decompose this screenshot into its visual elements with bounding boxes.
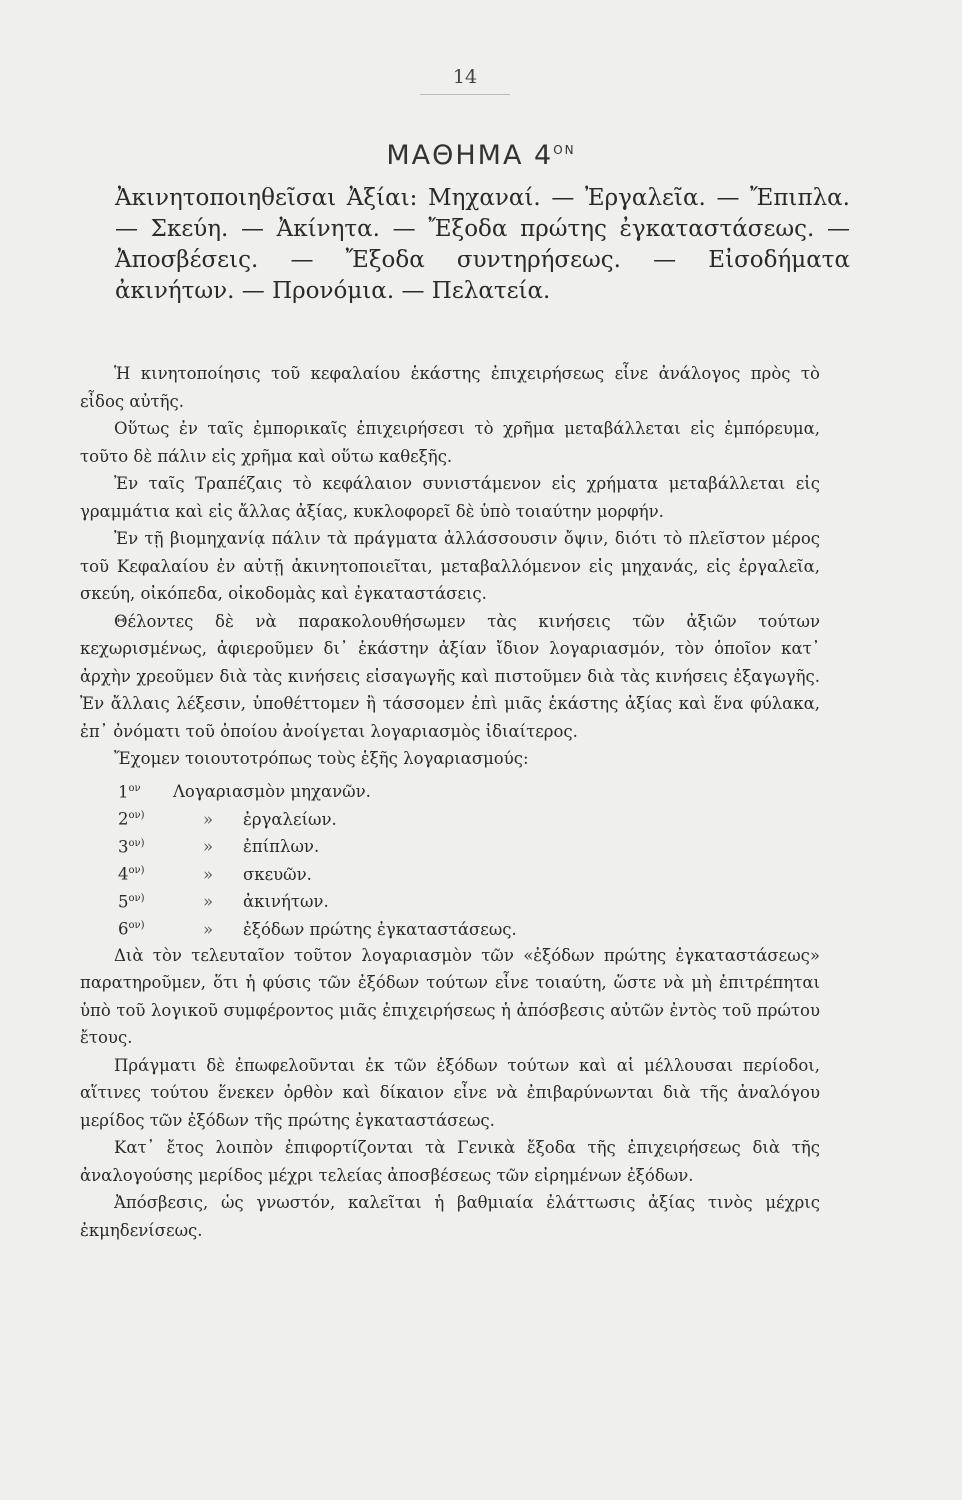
paragraph: Θέλοντες δὲ νὰ παρακολουθήσωμεν τὰς κινήσεις τῶν ἀξιῶν τούτων κεχωρισμένως, ἀφιεροῦμεν δι᾽ ἑκάστην ἀξίαν ἴδιον λογαριασμόν, τὸν ὁποῖον κατ᾽ ἀρχὴν χρεοῦμεν διὰ τὰς κινήσεις εἰσαγωγῆς καὶ πιστοῦμεν διὰ τὰς κινήσεις ἐξαγωγῆς. Ἐν ἄλλαις λέξεσιν, ὑποθέττομεν ἢ τάσσομεν ἐπὶ μιᾶς ἑκάστης ἀξίας καὶ ἕνα φύλακα, ἐπ᾽ ὀνόματι τοῦ ὁποίου ἀνοίγεται λογαριασμὸς ἰδιαίτερος. (80, 611, 820, 741)
list-item (118, 830, 820, 858)
paragraph: Ἔχομεν τοιουτοτρόπως τοὺς ἑξῆς λογαριασμούς: (114, 749, 529, 768)
page-number: 14 (420, 66, 510, 95)
paragraph: Οὕτως ἐν ταῖς ἐμπορικαῖς ἐπιχειρήσεσι τὸ χρῆμα μεταβάλλεται εἰς ἐμπόρευμα, τοῦτο δὲ πάλιν εἰς χρῆμα καὶ οὕτω καθεξῆς. (80, 419, 820, 466)
paragraph: Πράγματι δὲ ἐπωφελοῦνται ἐκ τῶν ἐξόδων τούτων καὶ αἱ μέλλουσαι περίοδοι, αἵτινες τούτου ἕνεκεν ὀρθὸν καὶ δίκαιον εἶνε νὰ ἐπιβαρύνωνται διὰ τῆς ἀναλόγου μερίδος τῶν ἐξόδων τῆς πρώτης ἐγκαταστάσεως. (80, 1055, 820, 1130)
lesson-title-suffix: ΟΝ (553, 143, 576, 157)
list-item (118, 912, 820, 940)
list-item (118, 802, 820, 830)
list-item-label: ἀκινήτων. (243, 892, 329, 911)
list-item-number: $6^{o\nu)}$ (118, 919, 145, 939)
ditto-mark: » (202, 837, 214, 856)
paragraph: Ἡ κινητοποίησις τοῦ κεφαλαίου ἑκάστης ἐπιχειρήσεως εἶνε ἀνάλογος πρὸς τὸ εἶδος αὐτῆς. (80, 364, 820, 411)
paragraph: Ἐν ταῖς Τραπέζαις τὸ κεφάλαιον συνιστάμενον εἰς χρήματα μεταβάλλεται εἰς γραμμάτια καὶ εἰς ἄλλας ἀξίας, κυκλοφορεῖ δὲ ὑπὸ τοιαύτην μορφήν. (80, 474, 820, 521)
list-item-number: $1^{o\nu}$ (118, 782, 141, 801)
paragraph: Ἐν τῇ βιομηχανίᾳ πάλιν τὰ πράγματα ἀλλάσσουσιν ὄψιν, διότι τὸ πλεῖστον μέρος τοῦ Κεφαλαίου ἐν αὐτῇ ἀκινητοποιεῖται, μεταβαλλόμενον εἰς μηχανάς, εἰς ἐργαλεῖα, σκεύη, οἰκόπεδα, οἰκοδομὰς καὶ ἐγκαταστάσεις. (80, 529, 820, 603)
ditto-mark: » (202, 864, 214, 884)
ditto-mark: » (202, 892, 214, 911)
lesson-body (80, 360, 820, 1244)
paragraph: Ἀπόσβεσις, ὡς γνωστόν, καλεῖται ἡ βαθμιαία ἐλάττωσις ἀξίας τινὸς μέχρις ἐκμηδενίσεως. (80, 1193, 820, 1240)
list-item-number: $4^{o\nu)}$ (118, 864, 145, 884)
paragraph: Κατ᾽ ἔτος λοιπὸν ἐπιφορτίζονται τὰ Γενικὰ ἔξοδα τῆς ἐπιχειρήσεως διὰ τῆς ἀναλογούσης μερίδος μέχρι τελείας ἀποσβέσεως τῶν εἰρημένων ἐξόδων. (80, 1138, 820, 1185)
accounts-list (118, 775, 820, 940)
lesson-title (0, 140, 962, 171)
list-item (118, 857, 820, 885)
lesson-title-main: ΜΑΘΗΜΑ 4 (386, 140, 554, 171)
list-item-number: $3^{o\nu)}$ (118, 837, 145, 856)
list-item-number: $2^{o\nu)}$ (118, 809, 145, 829)
ditto-mark: » (202, 809, 214, 829)
list-item (118, 885, 820, 913)
list-item-label: σκευῶν. (243, 864, 312, 884)
ditto-mark: » (202, 919, 214, 939)
list-item (118, 775, 820, 803)
list-item-label: ἐξόδων πρώτης ἐγκαταστάσεως. (243, 919, 517, 939)
paragraph: Διὰ τὸν τελευταῖον τοῦτον λογαριασμὸν τῶν «ἐξόδων πρώτης ἐγκαταστάσεως» παρατηροῦμεν, ὅτι ἡ φύσις τῶν ἐξόδων τούτων εἶνε τοιαύτη, ὥστε νὰ μὴ ἐπιτρέπηται ὑπὸ τοῦ λογικοῦ συμφέροντος μιᾶς ἐπιχειρήσεως ἡ ἀπόσβεσις αὐτῶν ἐντὸς τοῦ πρώτου ἔτους. (80, 945, 820, 1047)
list-item-number: $5^{o\nu)}$ (118, 892, 145, 911)
list-item-label: ἐργαλείων. (243, 809, 337, 829)
list-item-label: Λογαριασμὸν μηχανῶν. (173, 782, 371, 801)
list-item-label: ἐπίπλων. (243, 837, 320, 856)
lesson-summary: Ἀκινητοποιηθεῖσαι Ἀξίαι: Μηχαναί. — Ἐργαλεῖα. — Ἔπιπλα. — Σκεύη. — Ἀκίνητα. — Ἔξοδα πρώτης ἐγκαταστάσεως. — Ἀποσβέσεις. — Ἔξοδα συντηρήσεως. — Εἰσοδήματα ἀκινήτων. — Προνόμια. — Πελατεία. (115, 185, 850, 304)
